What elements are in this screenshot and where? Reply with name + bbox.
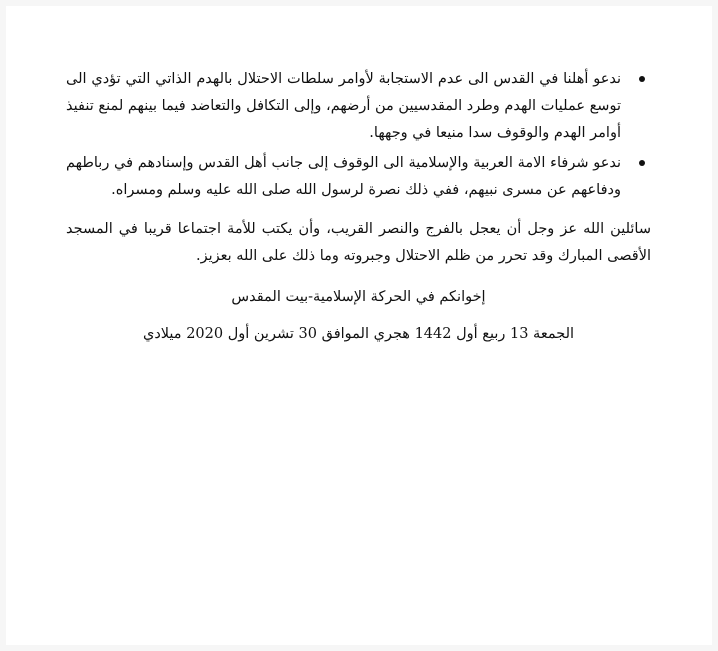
document-page (6, 6, 712, 645)
bullet-text: ندعو أهلنا في القدس الى عدم الاستجابة لأوامر سلطات الاحتلال بالهدم الذاتي التي تؤدي الى توسع عمليات الهدم وطرد المقدسيين من أرضهم، وإلى التكافل والتعاضد فيما بينهم لمنع تنفيذ أوامر الهدم والوقوف سدا منيعا في وجهها. (66, 71, 621, 141)
bullet-icon (639, 160, 645, 166)
date-line: الجمعة 13 ربيع أول 1442 هجري الموافق 30 تشرين أول 2020 ميلادي (142, 326, 575, 342)
list-item (66, 66, 621, 147)
document-body (66, 66, 651, 348)
bullet-icon (639, 76, 645, 82)
bullet-text: ندعو شرفاء الامة العربية والإسلامية الى الوقوف إلى جانب أهل القدس وإسنادهم في رباطهم ودفاعهم عن مسرى نبيهم، ففي ذلك نصرة لرسول الله صلى الله عليه وسلم ومسراه. (66, 155, 621, 198)
signature: إخوانكم في الحركة الإسلامية-بيت المقدس (231, 289, 486, 305)
closing-prayer: سائلين الله عز وجل أن يعجل بالفرج والنصر القريب، وأن يكتب للأمة اجتماعا قريبا في المسجد الأقصى المبارك وقد تحرر من ظلم الاحتلال وجبروته وما ذلك على الله بعزيز. (66, 221, 651, 264)
list-item (66, 150, 621, 204)
bullet-list (66, 66, 651, 204)
